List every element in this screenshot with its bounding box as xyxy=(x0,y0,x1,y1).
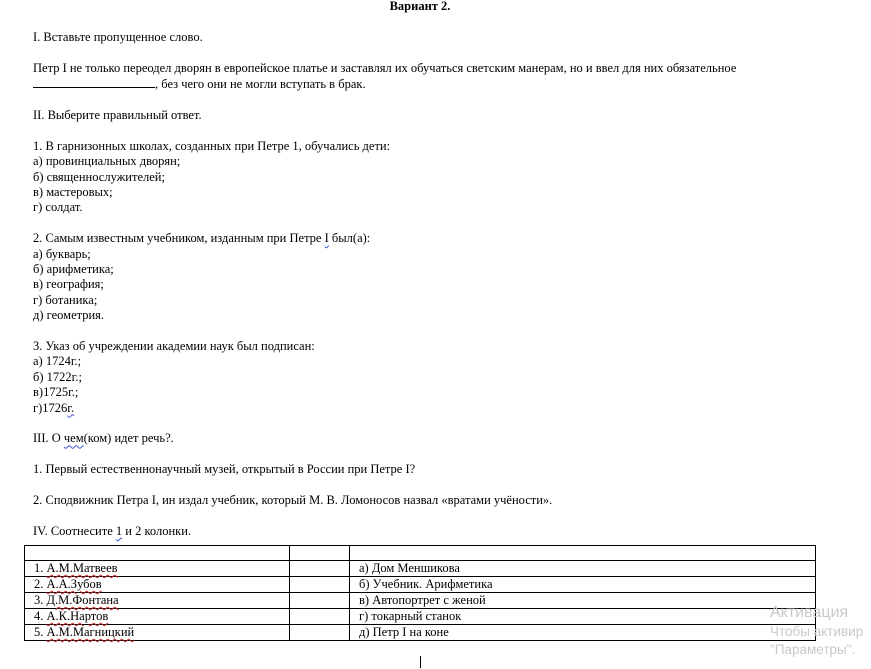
option: б) священнослужителей; xyxy=(33,169,165,184)
question-3-1: 1. Первый естественнонаучный музей, открытый в России при Петре I? xyxy=(33,462,416,477)
table-cell-name: 2. А.А.Зубов xyxy=(25,577,290,593)
option: в) мастеровых; xyxy=(33,185,113,200)
table-row xyxy=(25,577,816,593)
watermark-line-1: Активация xyxy=(770,604,849,621)
option: а) букварь; xyxy=(33,246,91,261)
answer-blank xyxy=(33,76,155,88)
question-3-2: 2. Сподвижник Петра I, ин издал учебник, который М. В. Ломоносов назвал «вратами учёности». xyxy=(33,493,553,508)
option: г) солдат. xyxy=(33,200,83,215)
table-row xyxy=(25,625,816,641)
document-title: Вариант 2. xyxy=(389,0,451,13)
table-cell-answer: б) Учебник. Арифметика xyxy=(350,577,816,593)
question-2-3: 3. Указ об учреждении академии наук был подписан: xyxy=(33,339,315,354)
section-1-heading: I. Вставьте пропущенное слово. xyxy=(33,30,203,44)
option: г)1726г. xyxy=(33,400,75,415)
option: а) провинциальных дворян; xyxy=(33,154,181,169)
table-cell-answer: в) Автопортрет с женой xyxy=(350,593,816,609)
table-row xyxy=(25,609,816,625)
option: д) геометрия. xyxy=(33,308,105,323)
option: г) ботаника; xyxy=(33,292,98,307)
table-row xyxy=(25,561,816,577)
option: а) 1724г.; xyxy=(33,354,82,369)
table-cell-name: 4. А.К.Нартов xyxy=(25,609,290,625)
activation-watermark xyxy=(770,603,863,659)
option: б) арифметика; xyxy=(33,262,114,277)
option: в) география; xyxy=(33,277,104,292)
text-cursor xyxy=(420,656,421,668)
document-body xyxy=(33,30,793,539)
section-1-text-line-2: , без чего они не могли вступать в брак. xyxy=(33,76,793,92)
section-3-heading: III. О чем(ком) идет речь?. xyxy=(33,431,174,446)
table-cell-answer: д) Петр I на коне xyxy=(350,625,816,641)
table-row xyxy=(25,593,816,609)
table-cell-name: 1. А.М.Матвеев xyxy=(25,561,290,577)
table-cell-name: 3. Д.М.Фонтана xyxy=(25,593,290,609)
question-2-2: 2. Самым известным учебником, изданным при Петре I был(а): xyxy=(33,231,371,246)
watermark-line-2: Чтобы активир xyxy=(770,624,864,639)
question-2-1: 1. В гарнизонных школах, созданных при Петре 1, обучались дети: xyxy=(33,138,391,153)
section-2-heading: II. Выберите правильный ответ. xyxy=(33,108,202,122)
table-header-row xyxy=(25,546,816,561)
section-4-heading: IV. Соотнесите 1 и 2 колонки. xyxy=(33,523,192,538)
table-cell-answer: г) токарный станок xyxy=(350,609,816,625)
option: б) 1722г.; xyxy=(33,369,82,384)
matching-table xyxy=(24,545,816,641)
table-cell-answer: а) Дом Меншикова xyxy=(350,561,816,577)
table-cell-name: 5. А.М.Магницкий xyxy=(25,625,290,641)
watermark-line-3: "Параметры". xyxy=(770,642,856,657)
option: в)1725г.; xyxy=(33,385,79,400)
section-1-text-line-1: Петр I не только переодел дворян в европейское платье и заставлял их обучаться светским манерам, но и ввел для них обязательное xyxy=(33,60,737,75)
